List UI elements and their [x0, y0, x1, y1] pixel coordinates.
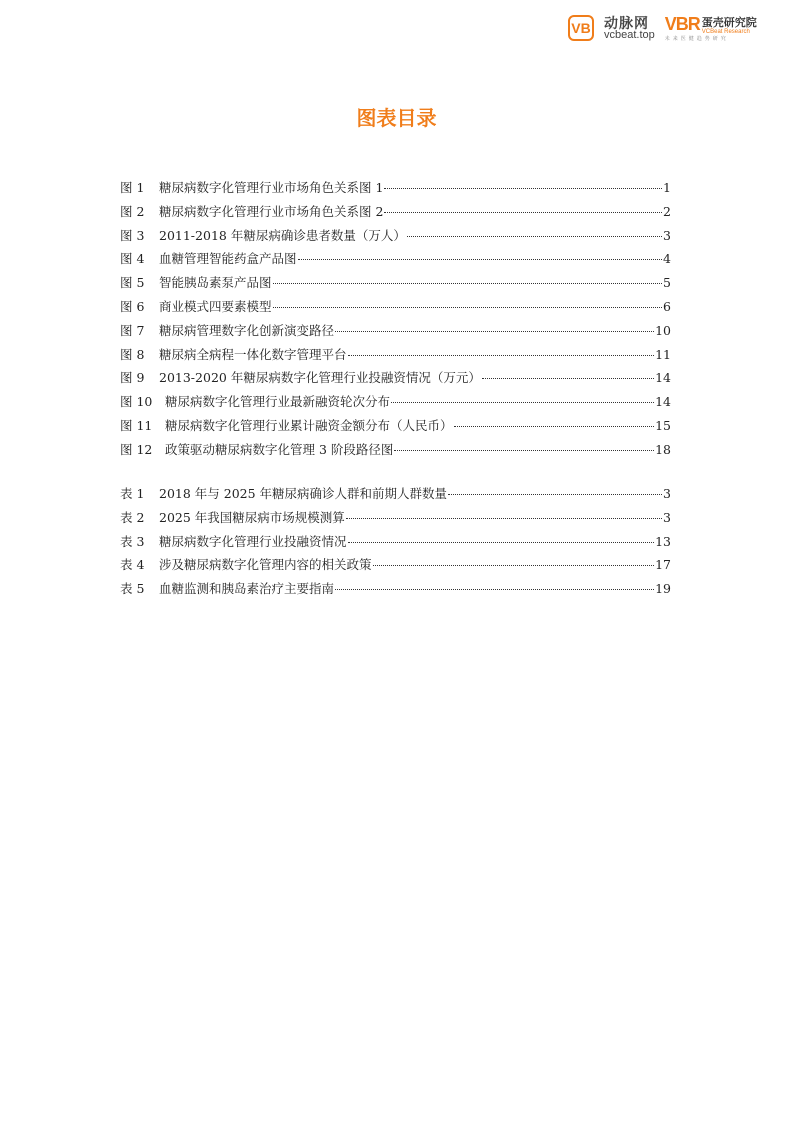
table-list [120, 484, 671, 603]
dot-leader [454, 426, 655, 427]
entry-title: 糖尿病数字化管理行业市场角色关系图 1 [159, 180, 384, 195]
entry-label: 图 3 [120, 227, 145, 243]
dot-leader [448, 494, 662, 495]
dot-leader [335, 589, 654, 590]
entry-page: 10 [655, 322, 671, 338]
entry-title: 糖尿病数字化管理行业最新融资轮次分布 [165, 394, 391, 410]
figure-list [120, 178, 671, 464]
toc-entry[interactable] [120, 178, 671, 202]
entry-page: 13 [655, 533, 671, 549]
page-title: 图表目录 [356, 106, 437, 130]
vbr-logo [665, 14, 757, 42]
dot-leader [348, 355, 655, 356]
toc-entry[interactable] [120, 555, 671, 579]
entry-page: 15 [655, 417, 671, 433]
header-logos [568, 14, 757, 42]
dot-leader [273, 307, 663, 308]
dot-leader [373, 565, 655, 566]
entry-title: 2013-2020 年糖尿病数字化管理行业投融资情况（万元） [159, 370, 481, 386]
vbr-name: 蛋壳研究院 [701, 17, 757, 29]
entry-title: 智能胰岛素泵产品图 [159, 275, 272, 291]
toc-entry[interactable] [120, 416, 671, 440]
vcbeat-name: 动脉网 [604, 14, 649, 31]
dot-leader [391, 402, 654, 403]
entry-page: 4 [663, 251, 671, 267]
entry-page: 14 [655, 394, 671, 410]
vcbeat-logo-icon [568, 15, 594, 41]
entry-title: 2025 年我国糖尿病市场规模测算 [159, 509, 345, 525]
toc-entry[interactable] [120, 484, 671, 508]
toc-entry[interactable] [120, 368, 671, 392]
entry-title: 2011-2018 年糖尿病确诊患者数量（万人） [159, 227, 406, 243]
entry-label: 表 1 [120, 486, 145, 501]
entry-page: 11 [655, 346, 671, 362]
dot-leader [394, 450, 654, 451]
toc-entry[interactable] [120, 440, 671, 464]
entry-title: 糖尿病数字化管理行业市场角色关系图 2 [159, 203, 384, 219]
entry-title: 血糖管理智能药盒产品图 [159, 251, 297, 267]
vbr-logo-mark: VBR [664, 14, 700, 34]
toc-entry[interactable] [120, 297, 671, 321]
entry-label: 图 1 [120, 180, 145, 195]
toc-entry[interactable] [120, 392, 671, 416]
toc-entry[interactable] [120, 508, 671, 532]
entry-page: 3 [663, 227, 671, 243]
entry-title: 商业模式四要素模型 [159, 298, 272, 314]
entry-page: 19 [655, 581, 671, 597]
vbr-slogan: 未来医健趋势研究 [664, 36, 729, 42]
entry-label: 表 4 [120, 557, 145, 573]
entry-title: 糖尿病管理数字化创新演变路径 [159, 322, 335, 338]
entry-label: 图 7 [120, 322, 145, 338]
dot-leader [348, 542, 655, 543]
vbr-en: VCBeat Research [701, 29, 750, 35]
entry-label: 表 3 [120, 533, 145, 549]
dot-leader [298, 259, 663, 260]
entry-page: 14 [655, 370, 671, 386]
entry-label: 图 9 [120, 370, 145, 386]
toc-entry[interactable] [120, 345, 671, 369]
toc-entry[interactable] [120, 249, 671, 273]
entry-page: 6 [663, 298, 671, 314]
entry-title: 血糖监测和胰岛素治疗主要指南 [159, 581, 335, 597]
toc-entry[interactable] [120, 579, 671, 603]
entry-title: 涉及糖尿病数字化管理内容的相关政策 [159, 557, 372, 573]
dot-leader [482, 378, 654, 379]
toc-entry[interactable] [120, 226, 671, 250]
entry-label: 图 10 [120, 394, 153, 410]
dot-leader [384, 188, 662, 189]
entry-page: 5 [663, 275, 671, 291]
toc-entry[interactable] [120, 202, 671, 226]
vcbeat-url: vcbeat.top [604, 28, 655, 41]
dot-leader [384, 212, 662, 213]
entry-page: 1 [663, 180, 671, 195]
entry-page: 18 [655, 441, 671, 457]
entry-label: 图 8 [120, 346, 145, 362]
entry-label: 表 5 [120, 581, 145, 597]
dot-leader [335, 331, 654, 332]
entry-label: 图 2 [120, 203, 145, 219]
entry-page: 3 [663, 486, 671, 501]
entry-page: 2 [663, 203, 671, 219]
entry-label: 表 2 [120, 509, 145, 525]
entry-label: 图 12 [120, 441, 153, 457]
entry-page: 3 [663, 509, 671, 525]
entry-title: 糖尿病数字化管理行业投融资情况 [159, 533, 347, 549]
dot-leader [407, 236, 662, 237]
entry-label: 图 6 [120, 298, 145, 314]
vcbeat-logo-text [604, 16, 655, 41]
toc-entry[interactable] [120, 273, 671, 297]
toc-entry[interactable] [120, 532, 671, 556]
entry-title: 2018 年与 2025 年糖尿病确诊人群和前期人群数量 [159, 486, 448, 501]
dot-leader [273, 283, 663, 284]
dot-leader [346, 518, 662, 519]
entry-label: 图 4 [120, 251, 145, 267]
entry-label: 图 5 [120, 275, 145, 291]
entry-title: 糖尿病全病程一体化数字管理平台 [159, 346, 347, 362]
entry-title: 糖尿病数字化管理行业累计融资金额分布（人民币） [165, 417, 453, 433]
entry-title: 政策驱动糖尿病数字化管理 3 阶段路径图 [165, 441, 394, 457]
toc-entry[interactable] [120, 321, 671, 345]
entry-page: 17 [655, 557, 671, 573]
vcbeat-logo-mark: VB [571, 20, 591, 36]
entry-label: 图 11 [120, 417, 153, 433]
